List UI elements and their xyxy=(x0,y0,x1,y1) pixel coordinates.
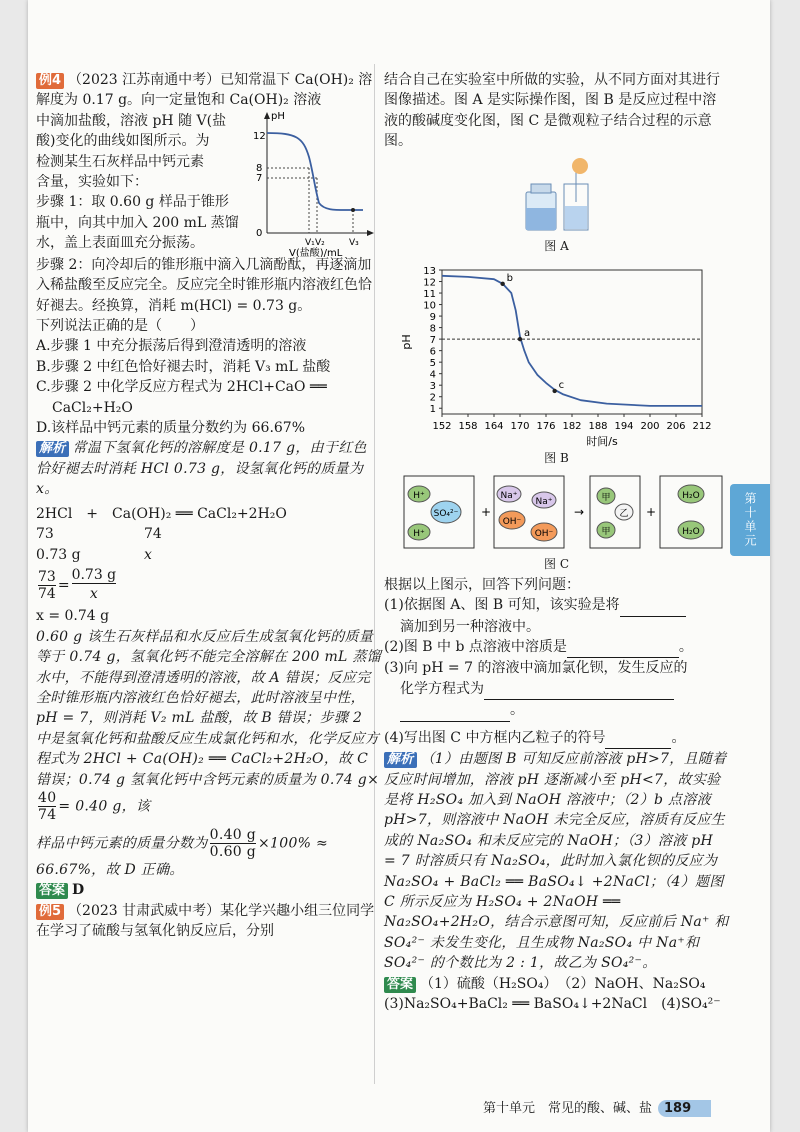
chartB-point-label: b xyxy=(506,272,514,284)
analysis-1: 解析 常温下氢氧化钙的溶解度是 0.17 g，由于红色恰好褪去时消耗 HCl 0.73 g，设氢氧化钙的质量为 x。 xyxy=(36,440,367,498)
equation-given: 0.73 g x xyxy=(36,546,152,563)
ph-time-chart-b xyxy=(384,262,729,448)
chartB-xtick-label: 152 xyxy=(432,421,452,433)
chartB-xtick-label: 176 xyxy=(536,421,556,433)
chartB-ytick-label: 13 xyxy=(423,266,436,278)
chartB-ytick-label: 6 xyxy=(429,346,436,358)
chartB-xtick-label: 182 xyxy=(562,421,582,433)
chart1-xtick: V₃ xyxy=(349,237,359,248)
plus-sign: + xyxy=(646,505,657,520)
left-column xyxy=(36,70,381,942)
chartB-xtick-label: 158 xyxy=(458,421,478,433)
particle-so4: SO₄²⁻ xyxy=(433,509,459,520)
figure-a-caption: 图 A xyxy=(544,238,569,253)
question: 下列说法正确的是（ ） xyxy=(36,318,204,335)
figure-b-caption: 图 B xyxy=(544,451,569,466)
chart1-point xyxy=(351,208,355,212)
option-c: C.步骤 2 中化学反应方程式为 2HCl+CaO ══ xyxy=(36,379,327,396)
question-4: (4)写出图 C 中方框内乙粒子的符号 。 xyxy=(384,728,729,749)
page xyxy=(28,0,770,1132)
chartB-ytick-label: 8 xyxy=(429,323,436,335)
analysis-4: 66.67%，故 D 正确。 xyxy=(36,861,184,878)
chart1-ytick: 12 xyxy=(253,130,266,142)
option-b: B.步骤 2 中红色恰好褪去时，消耗 V₃ mL 盐酸 xyxy=(36,358,331,375)
equation-1: 2HCl + Ca(OH)₂ ══ CaCl₂+2H₂O xyxy=(36,505,287,522)
analysis-label: 解析 xyxy=(384,752,417,768)
chartB-ytick-label: 11 xyxy=(423,289,436,301)
particle-yi: 乙 xyxy=(619,509,629,520)
particle-h: H⁺ xyxy=(413,491,425,502)
chartB-ytick-label: 5 xyxy=(429,358,436,370)
answer-blank[interactable] xyxy=(620,595,686,616)
hand-icon xyxy=(572,158,588,174)
chartB-xtick-label: 212 xyxy=(692,421,712,433)
chartB-ytick-label: 12 xyxy=(423,277,436,289)
questions-intro: 根据以上图示，回答下列问题： xyxy=(384,576,580,593)
answer-label: 答案 xyxy=(36,883,68,899)
answer-label: 答案 xyxy=(384,977,416,993)
ph-curve-chart-1 xyxy=(241,107,381,257)
example-5-intro: 例5 （2023 甘肃武威中考）某化学兴趣小组三位同学在学习了硫酸与氢氧化钠反应后，分别 xyxy=(36,902,375,940)
chartB-point-c xyxy=(552,389,556,393)
chart1-xlabel: V(盐酸)/mL xyxy=(289,247,343,257)
particle-jia: 甲 xyxy=(601,493,611,504)
answer-right: 答案 （1）硫酸（H₂SO₄） （2）NaOH、Na₂SO₄ xyxy=(384,974,729,994)
arrow: → xyxy=(574,505,585,520)
step-2: 步骤 2：向冷却后的锥形瓶中滴入几滴酚酞，再逐滴加入稀盐酸至反应完全。反应完全时锥形瓶内溶液红色恰好褪去。经换算，消耗 m(HCl) = 0.73 g。 xyxy=(36,256,372,314)
particle-oh: OH⁻ xyxy=(502,517,522,528)
option-c-cont: CaCl₂+H₂O xyxy=(52,399,133,416)
answer-blank[interactable] xyxy=(567,637,679,658)
chart1-ylabel: pH xyxy=(271,110,285,122)
chart1-ytick: 8 xyxy=(256,162,263,174)
example-4-intro: 例4 （2023 江苏南通中考）已知常温下 Ca(OH)₂ 溶解度为 0.17 g。向一定量饱和 Ca(OH)₂ 溶液 xyxy=(36,72,373,109)
particle-na: Na⁺ xyxy=(535,497,553,508)
question-3-cont: 化学方程式为 xyxy=(384,679,729,700)
particle-h: H⁺ xyxy=(413,529,425,540)
x-result: x = 0.74 g xyxy=(36,608,110,625)
question-3-cont2: 。 xyxy=(384,700,729,721)
chartB-point-b xyxy=(500,282,504,286)
chartB-xtick-label: 164 xyxy=(484,421,504,433)
chart1-xtick: V₂ xyxy=(315,237,325,248)
example-label: 例4 xyxy=(36,73,64,89)
chapter-tab[interactable]: 第十单元 xyxy=(730,484,770,556)
page-number: 189 xyxy=(658,1100,711,1117)
answer-blank[interactable] xyxy=(605,728,671,749)
proportion: $\frac{73}{74}$ = $\frac{0.73 g}{x}$ xyxy=(38,566,117,603)
chartB-ylabel: pH xyxy=(400,334,413,350)
figure-a-apparatus xyxy=(384,156,729,236)
option-d: D.该样品中钙元素的质量分数约为 66.67% xyxy=(36,420,306,437)
page-footer xyxy=(483,1097,711,1117)
chartB-point-a xyxy=(518,337,522,341)
analysis-3: 样品中钙元素的质量分数为 $\frac{0.40 g}{0.60 g}$ ×100% ≈ xyxy=(36,826,329,860)
question-2: (2)图 B 中 b 点溶液中溶质是 。 xyxy=(384,637,729,658)
analysis-label: 解析 xyxy=(36,441,69,457)
chartB-point-label: c xyxy=(558,379,565,391)
chartB-ytick-label: 9 xyxy=(429,312,436,324)
example-5-cont: 结合自己在实验室中所做的实验，从不同方面对其进行图像描述。图 A 是实际操作图，图 B 是反应过程中溶液的酸碱度变化图，图 C 是微观粒子结合过程的示意图。 xyxy=(384,72,720,150)
option-a: A.步骤 1 中充分振荡后得到澄清透明的溶液 xyxy=(36,338,307,355)
chartB-ytick-label: 10 xyxy=(423,300,436,312)
footer-title: 第十单元 常见的酸、碱、盐 xyxy=(483,1101,653,1116)
analysis-right: 解析 （1）由题图 B 可知反应前溶液 pH>7，且随着反应时间增加，溶液 pH 逐渐减小至 pH<7，故实验是将 H₂SO₄ 加入到 NaOH 溶液中；（2）b 点溶液 pH>7，则溶液中 NaOH 未完全反应，溶质有反应生成的 Na₂SO₄ 和未反应完的 NaOH；（3）溶液 pH = 7 时溶质只有 Na₂SO₄，此时加入氯化钡的反应为 Na₂SO₄ + BaCl₂ ══ BaSO₄↓ +2NaCl；（4）题图 C 所示反应为 H₂SO₄ + 2NaOH ══ Na₂SO₄+2H₂O，结合示意图可知，反应前后 Na⁺ 和 SO₄²⁻ 未发生变化，且生成物 Na₂SO₄ 中 Na⁺和 SO₄²⁻ 的个数比为 2 : 1，故乙为 SO₄²⁻。 xyxy=(384,751,729,972)
chartB-point-label: a xyxy=(524,328,531,340)
particle-na: Na⁺ xyxy=(500,491,518,502)
figure-c-particles xyxy=(384,472,729,554)
particle-h2o: H₂O xyxy=(682,491,700,502)
chartB-xtick-label: 200 xyxy=(640,421,660,433)
plus-sign: + xyxy=(481,505,492,520)
chartB-frame xyxy=(442,270,702,414)
equation-mass: 73 74 xyxy=(36,526,162,543)
chart1-ytick: 0 xyxy=(256,227,263,239)
chartB-xlabel: 时间/s xyxy=(586,435,618,449)
answer-blank[interactable] xyxy=(400,700,510,721)
figure-c-caption: 图 C xyxy=(544,557,569,572)
chartB-ytick-label: 4 xyxy=(429,369,436,381)
answer-blank[interactable] xyxy=(484,679,674,700)
answer-4: 答案 D xyxy=(36,880,381,900)
chartB-xtick-label: 170 xyxy=(510,421,530,433)
chart1-xtick: V₁ xyxy=(305,237,315,248)
chart1-ytick: 7 xyxy=(256,172,263,184)
chartB-xtick-label: 188 xyxy=(588,421,608,433)
question-1: (1)依据图 A、图 B 可知，该实验是将 xyxy=(384,595,729,616)
question-1-cont: 滴加到另一种溶液中。 xyxy=(400,618,540,635)
chartB-ytick-label: 3 xyxy=(429,381,436,393)
chartB-xtick-label: 194 xyxy=(614,421,634,433)
right-column xyxy=(384,70,729,1014)
chartB-ytick-label: 2 xyxy=(429,392,436,404)
particle-oh: OH⁻ xyxy=(534,529,554,540)
chartB-curve xyxy=(442,276,702,406)
chartB-ytick-label: 7 xyxy=(429,335,436,347)
answer-right-cont: (3)Na₂SO₄+BaCl₂ ══ BaSO₄↓+2NaCl (4)SO₄²⁻ xyxy=(384,995,721,1012)
particle-jia: 甲 xyxy=(601,527,611,538)
chartB-xtick-label: 206 xyxy=(666,421,686,433)
example-label: 例5 xyxy=(36,904,64,920)
chart1-curve xyxy=(267,133,363,210)
particle-h2o: H₂O xyxy=(682,527,700,538)
example-4-figure-block: 中滴加盐酸，溶液 pH 随 V(盐 酸)变化的曲线如图所示。为 检测某生石灰样品中钙元素 含量，实验如下： 步骤 1：取 0.60 g 样品于锥形 瓶中，向其中加入 200 mL 蒸馏 水，盖上表面皿充分振荡。 pH 12 8 7 0 V₁ V₂ V₃ V(盐酸)/mL xyxy=(36,111,381,255)
analysis-2: 0.60 g 该生石灰样品和水反应后生成氢氧化钙的质量等于 0.74 g，氢氧化钙不能完全溶解在 200 mL 蒸馏水中，不能得到澄清透明的溶液，故 A 错误；反应完全时锥形瓶内溶液红色恰好褪去，此时溶液呈中性，pH = 7，则消耗 V₂ mL 盐酸，故 B 错误；步骤 2 中是氢氧化钙和盐酸反应生成氯化钙和水，化学反应方程式为 2HCl + Ca(OH)₂ ══ CaCl₂+2H₂O，故 C 错误；0.74 g 氢氧化钙中含钙元素的质量为 0.74 g× $\frac{40}{74}$ = 0.40 g，该 xyxy=(36,628,381,823)
question-3: (3)向 pH = 7 的溶液中滴加氯化钡，发生反应的 xyxy=(384,660,688,677)
chartB-ytick-label: 1 xyxy=(429,404,436,416)
